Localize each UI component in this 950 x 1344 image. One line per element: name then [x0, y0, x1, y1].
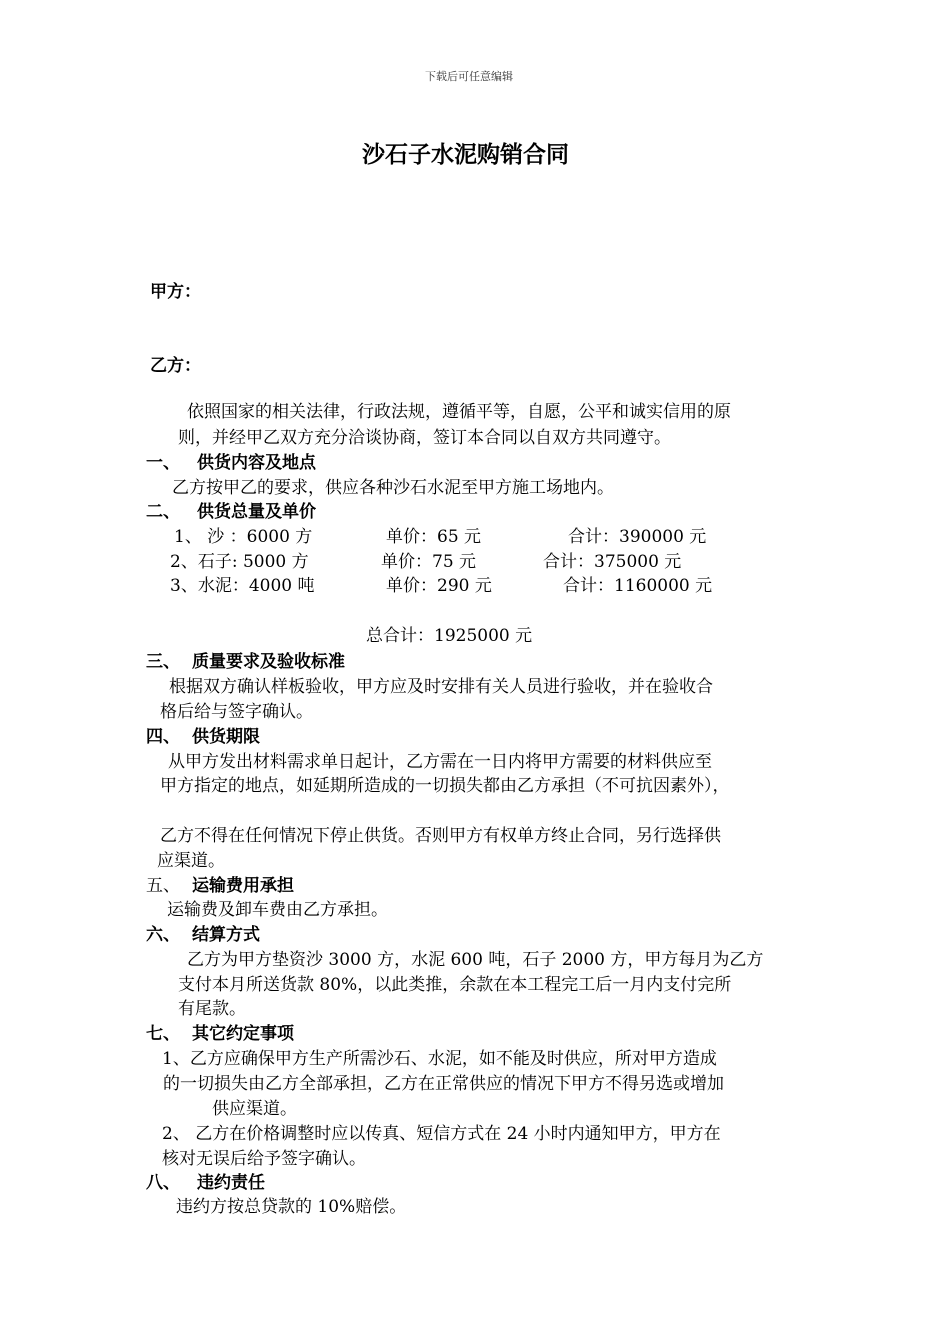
- item-cement-total: 合计：1160000 元: [563, 576, 713, 596]
- party-a-label: 甲方：: [150, 282, 201, 302]
- section-8-line-1: 违约方按总贷款的 10%赔偿。: [176, 1197, 407, 1217]
- item-gravel-name: 2、石子: 5000 方: [170, 552, 309, 572]
- section-3-line-2: 格后给与签字确认。: [160, 702, 313, 722]
- item-sand-total: 合计：390000 元: [568, 527, 707, 547]
- section-4-line-4: 应渠道。: [157, 851, 225, 871]
- section-3-title: 质量要求及验收标准: [192, 652, 345, 672]
- item-sand-price: 单价：65 元: [386, 527, 482, 547]
- section-8-title: 违约责任: [197, 1173, 265, 1193]
- item-gravel-price: 单价：75 元: [381, 552, 477, 572]
- item-sand-name: 1、 沙 ：6000 方: [174, 527, 313, 547]
- section-4-line-3: 乙方不得在任何情况下停止供货。否则甲方有权单方终止合同，另行选择供: [160, 826, 721, 846]
- section-5-title: 运输费用承担: [192, 876, 294, 896]
- document-title: 沙石子水泥购销合同: [362, 141, 569, 168]
- item-cement-name: 3、水泥：4000 吨: [170, 576, 315, 596]
- section-2-number: 二、: [146, 502, 180, 522]
- section-7-number: 七、: [146, 1024, 180, 1044]
- section-3-number: 三、: [146, 652, 180, 672]
- section-7-title: 其它约定事项: [192, 1024, 294, 1044]
- section-3-line-1: 根据双方确认样板验收，甲方应及时安排有关人员进行验收，并在验收合: [169, 677, 713, 697]
- section-6-line-1: 乙方为甲方垫资沙 3000 方，水泥 600 吨，石子 2000 方，甲方每月为乙方: [187, 950, 764, 970]
- section-1-line-1: 乙方按甲乙的要求，供应各种沙石水泥至甲方施工场地内。: [172, 478, 614, 498]
- intro-line-2: 则，并经甲乙双方充分洽谈协商，签订本合同以自双方共同遵守。: [178, 428, 671, 448]
- item-cement-price: 单价：290 元: [386, 576, 492, 596]
- section-1-title: 供货内容及地点: [197, 453, 316, 473]
- section-7-line-4: 2、 乙方在价格调整时应以传真、短信方式在 24 小时内通知甲方，甲方在: [162, 1124, 721, 1144]
- header-note: 下载后可任意编辑: [425, 70, 513, 83]
- section-2-title: 供货总量及单价: [197, 502, 316, 522]
- party-b-label: 乙方：: [150, 356, 201, 376]
- section-6-number: 六、: [146, 925, 180, 945]
- section-7-line-2: 的一切损失由乙方全部承担，乙方在正常供应的情况下甲方不得另选或增加: [163, 1074, 724, 1094]
- intro-line-1: 依照国家的相关法律，行政法规，遵循平等，自愿，公平和诚实信用的原: [187, 402, 731, 422]
- section-6-title: 结算方式: [192, 925, 260, 945]
- section-5-line-1: 运输费及卸车费由乙方承担。: [167, 900, 388, 920]
- section-4-line-2: 甲方指定的地点，如延期所造成的一切损失都由乙方承担（不可抗因素外），: [160, 776, 730, 796]
- item-gravel-total: 合计：375000 元: [543, 552, 682, 572]
- section-4-number: 四、: [146, 727, 180, 747]
- section-1-number: 一、: [146, 453, 180, 473]
- section-7-line-1: 1、乙方应确保甲方生产所需沙石、水泥，如不能及时供应，所对甲方造成: [162, 1049, 717, 1069]
- section-6-line-3: 有尾款。: [178, 999, 246, 1019]
- section-4-title: 供货期限: [192, 727, 260, 747]
- section-8-number: 八、: [146, 1173, 180, 1193]
- section-6-line-2: 支付本月所送货款 80%，以此类推，余款在本工程完工后一月内支付完所: [178, 975, 732, 995]
- section-7-line-5: 核对无误后给予签字确认。: [162, 1149, 366, 1169]
- section-5-number: 五、: [146, 876, 180, 896]
- grand-total: 总合计：1925000 元: [366, 626, 533, 646]
- section-7-line-3: 供应渠道。: [212, 1099, 297, 1119]
- section-4-line-1: 从甲方发出材料需求单日起计，乙方需在一日内将甲方需要的材料供应至: [168, 752, 712, 772]
